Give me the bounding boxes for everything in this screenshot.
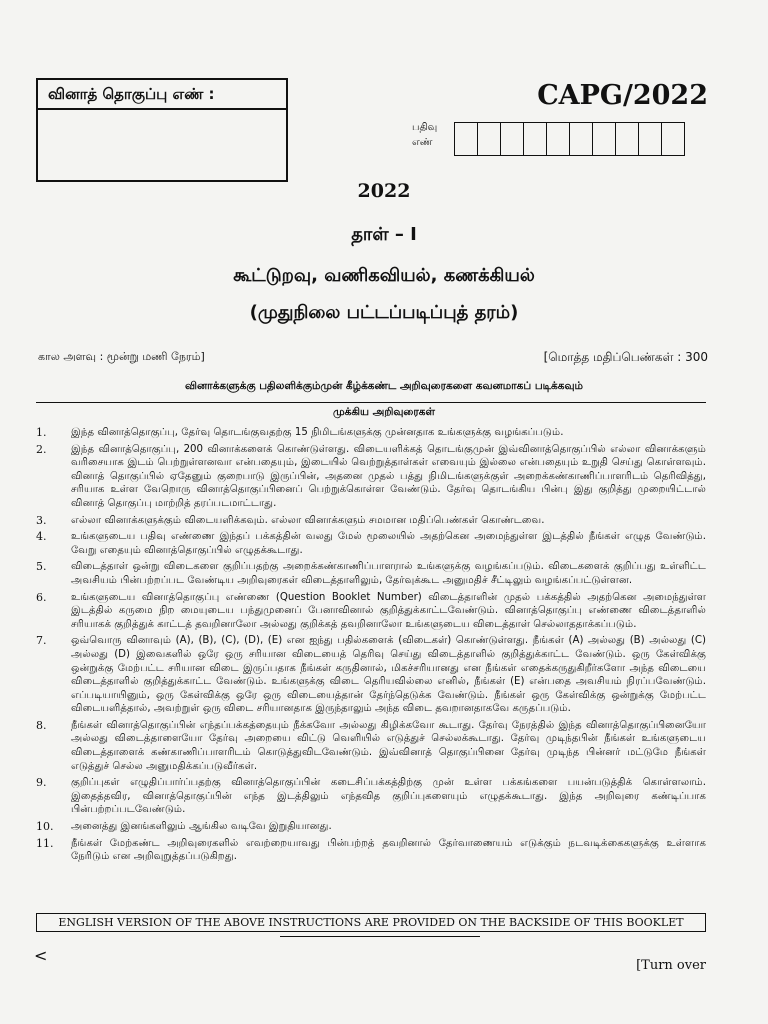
instruction-text: குறிப்புகள் எழுதிப்பார்ப்பதற்கு வினாத்தொகுப்பின் கடைசிப்பக்கத்திற்கு முன் உள்ள பக்கங்களை பயன்படுத்திக் கொள்ளலாம். இதைத்தவிர, வினாத்தொகுப்பின் எந்த இடத்திலும் எந்தவித குறிப்புகளையும் எழுதக்கூடாது. இந்த அறிவுரை கண்டிப்பாக பின்பற்றப்படவேண்டும். [71, 777, 706, 816]
register-digit-box [524, 123, 547, 155]
register-digit-box [455, 123, 478, 155]
instruction-text: உங்களுடைய பதிவு எண்ணை இந்தப் பக்கத்தின் வலது மேல் மூலையில் அதற்கென அமைந்துள்ள இடத்தில் நீங்கள் எழுத வேண்டும். வேறு எதையும் வினாத்தொகுப்பில் எழுதக்கூடாது. [71, 531, 706, 556]
instruction-number: 1. [36, 426, 47, 439]
instruction-item [36, 837, 706, 864]
instruction-number: 8. [36, 718, 47, 732]
instruction-number: 7. [36, 634, 47, 648]
subject-title: கூட்டுறவு, வணிகவியல், கணக்கியல் [233, 265, 535, 286]
english-version-note: ENGLISH VERSION OF THE ABOVE INSTRUCTIONS ARE PROVIDED ON THE BACKSIDE OF THIS BOOKLET [36, 913, 706, 932]
instruction-number: 2. [36, 442, 47, 456]
instruction-number: 11. [36, 836, 54, 850]
arrow-icon: < [34, 946, 48, 965]
instruction-item [36, 514, 706, 528]
instruction-item [36, 530, 706, 557]
register-number-label [412, 120, 437, 150]
exam-year: 2022 [357, 180, 411, 202]
register-digit-box [639, 123, 662, 155]
instruction-number: 9. [36, 776, 47, 790]
instruction-text: உங்களுடைய வினாத்தொகுப்பு எண்ணை (Question Booklet Number) விடைத்தாளின் முதல் பக்கத்தில் அதற்கென அமைந்துள்ள இடத்தில் கருமை நிற மையுடைய பந்துமுனைப் பேனாவினால் குறித்துக்காட்டவேண்டும். வினாத்தொகுப்பு எண்ணை விடைத்தாளில் சரியாகக் குறித்துக் காட்டத் தவறினாலோ அல்லது குறிக்கத் தவறினாலோ உங்களுடைய விடைத்தாள் செல்லாததாக்கப்படும். [71, 591, 706, 630]
instruction-text: விடைத்தாள் ஒன்று விடைகளை குறிப்பதற்கு அறைக்கண்காணிப்பாளரால் உங்களுக்கு வழங்கப்படும். விடைகளைக் குறிப்பது உள்ளிட்ட அவசியம் பின்பற்றப்பட வேண்டிய அறிவுரைகள் விடைத்தாளிலும், தேர்வுக்கூட அனுமதிச் சீட்டிலும் வழங்கப்பட்டுள்ளன. [71, 561, 706, 586]
register-number-boxes [454, 122, 685, 156]
register-digit-box [616, 123, 639, 155]
register-digit-box [501, 123, 524, 155]
register-label-line2: எண் [412, 137, 433, 148]
instructions-heading: முக்கிய அறிவுரைகள் [333, 406, 435, 418]
instruction-text: நீங்கள் மேற்கண்ட அறிவுரைகளில் எவற்றையாவது பின்பற்றத் தவறினால் தேர்வாணையம் எடுக்கும் நடவடிக்கைகளுக்கு உள்ளாக நேரிடும் என அறிவுறுத்தப்படுகிறது. [71, 837, 706, 863]
instruction-item [36, 426, 706, 440]
instruction-text: இந்த வினாத்தொகுப்பு, தேர்வு தொடங்குவதற்கு 15 நிமிடங்களுக்கு முன்னதாக உங்களுக்கு வழங்கப்படும். [71, 427, 564, 438]
instruction-text: ஒவ்வொரு வினாவும் (A), (B), (C), (D), (E) என ஐந்து பதில்களைக் (விடைகள்) கொண்டுள்ளது. நீங்கள் (A) அல்லது (B) அல்லது (C) அல்லது (D) இவைகளில் ஒரே ஒரு சரியான விடையைத் தெரிவு செய்து விடைத்தாளில் குறித்துக்காட்ட வேண்டும். ஒரு கேள்விக்கு ஒன்றுக்கு மேற்பட்ட சரியான விடை இருப்பதாக நீங்கள் கருதினால், மிகச்சரியானது என நீங்கள் எதைக்கருதுகிறீர்களோ அந்த விடையை விடைத்தாளில் குறித்துக்காட்ட வேண்டும். உங்களுக்கு விடை தெரியவில்லை எனில், நீங்கள் (E) என்பதை அவசியம் நிரப்பவேண்டும். எப்படியாயினும், ஒரு கேள்விக்கு ஒரே ஒரு விடையைத்தான் தேர்ந்தெடுக்க வேண்டும். நீங்கள் ஒரு கேள்விக்கு ஒன்றுக்கு மேற்பட்ட விடையளித்தால், அவற்றுள் ஒரு விடை சரியானதாக இருந்தாலும் அந்த விடை தவறானதாகவே கருதப்படும். [71, 635, 706, 715]
instruction-number: 5. [36, 560, 47, 574]
register-digit-box [570, 123, 593, 155]
register-digit-box [662, 123, 684, 155]
instruction-number: 10. [36, 820, 54, 834]
exam-level: (முதுநிலை பட்டப்படிப்புத் தரம்) [249, 302, 519, 323]
short-divider [280, 936, 480, 937]
instruction-number: 4. [36, 530, 47, 544]
instruction-item [36, 776, 706, 817]
instruction-item [36, 820, 706, 834]
instruction-text: இந்த வினாத்தொகுப்பு, 200 வினாக்களைக் கொண்டுள்ளது. விடையளிக்கத் தொடங்குமுன் இவ்வினாத்தொகுப்பில் எல்லா வினாக்களும் வரிசையாக இடம் பெற்றுள்ளனவா என்பதையும், இடையில் வெற்றுத்தாள்கள் எவையும் இல்லை என்பதையும் உறுதி செய்து கொள்ளவும். வினாத் தொகுப்பில் ஏதேனும் குறைபாடு இருப்பின், அதனை முதல் பத்து நிமிடங்களுக்குள் அறைக்கண்காணிப்பாளரிடம் தெரிவித்து, சரியாக உள்ள வேறொரு வினாத்தொகுப்பினைப் பெற்றுக்கொள்ள வேண்டும். தேர்வு தொடங்கிய பின்பு இது குறித்து முறையிட்டால் வினாத் தொகுப்பு மாற்றித் தரப்படமாட்டாது. [71, 443, 706, 509]
instructions-list [36, 426, 706, 867]
instruction-text: நீங்கள் வினாத்தொகுப்பின் எந்தப்பக்கத்தையும் நீக்கவோ அல்லது கிழிக்கவோ கூடாது. தேர்வு நேரத்தில் இந்த வினாத்தொகுப்பினையோ அல்லது விடைத்தாளையோ தேர்வு அறையை விட்டு வெளியில் எடுத்துச் செல்லக்கூடாது. தேர்வு முடிந்தபின் நீங்கள் உங்களுடைய விடைத்தாளைக் கண்காணிப்பாளரிடம் கொடுத்துவிடவேண்டும். இவ்வினாத் தொகுப்பினை தேர்வு முடிந்த பின்னர் மட்டுமே நீங்கள் எடுத்துச் செல்ல அனுமதிக்கப்படுவீர்கள். [71, 719, 706, 772]
booklet-number-box [36, 78, 288, 182]
register-digit-box [478, 123, 501, 155]
instruction-item [36, 719, 706, 773]
total-marks: [மொத்த மதிப்பெண்கள் : 300 [543, 350, 708, 364]
register-label-line1: பதிவு [412, 122, 438, 133]
read-instructions-advice: வினாக்களுக்கு பதிலளிக்கும்முன் கீழ்க்கண்ட அறிவுரைகளை கவனமாகப் படிக்கவும் [185, 380, 583, 392]
exam-code: CAPG/2022 [537, 80, 708, 111]
register-digit-box [593, 123, 616, 155]
turn-over-label: [Turn over [636, 958, 706, 973]
instruction-number: 3. [36, 513, 47, 527]
booklet-number-label: வினாத் தொகுப்பு எண் : [38, 80, 286, 110]
instruction-text: எல்லா வினாக்களுக்கும் விடையளிக்கவும். எல்லா வினாக்களும் சமமான மதிப்பெண்கள் கொண்டவை. [71, 514, 545, 526]
instruction-item [36, 560, 706, 587]
instruction-text: அனைத்து இனங்களிலும் ஆங்கில வடிவே இறுதியானது. [71, 821, 332, 833]
paper-number: தாள் – I [351, 224, 417, 245]
exam-duration: கால அளவு : மூன்று மணி நேரம்] [38, 350, 205, 363]
register-digit-box [547, 123, 570, 155]
instruction-number: 6. [36, 590, 47, 604]
instruction-item [36, 634, 706, 716]
instruction-item [36, 443, 706, 511]
divider-line [36, 402, 706, 403]
instruction-item [36, 591, 706, 632]
